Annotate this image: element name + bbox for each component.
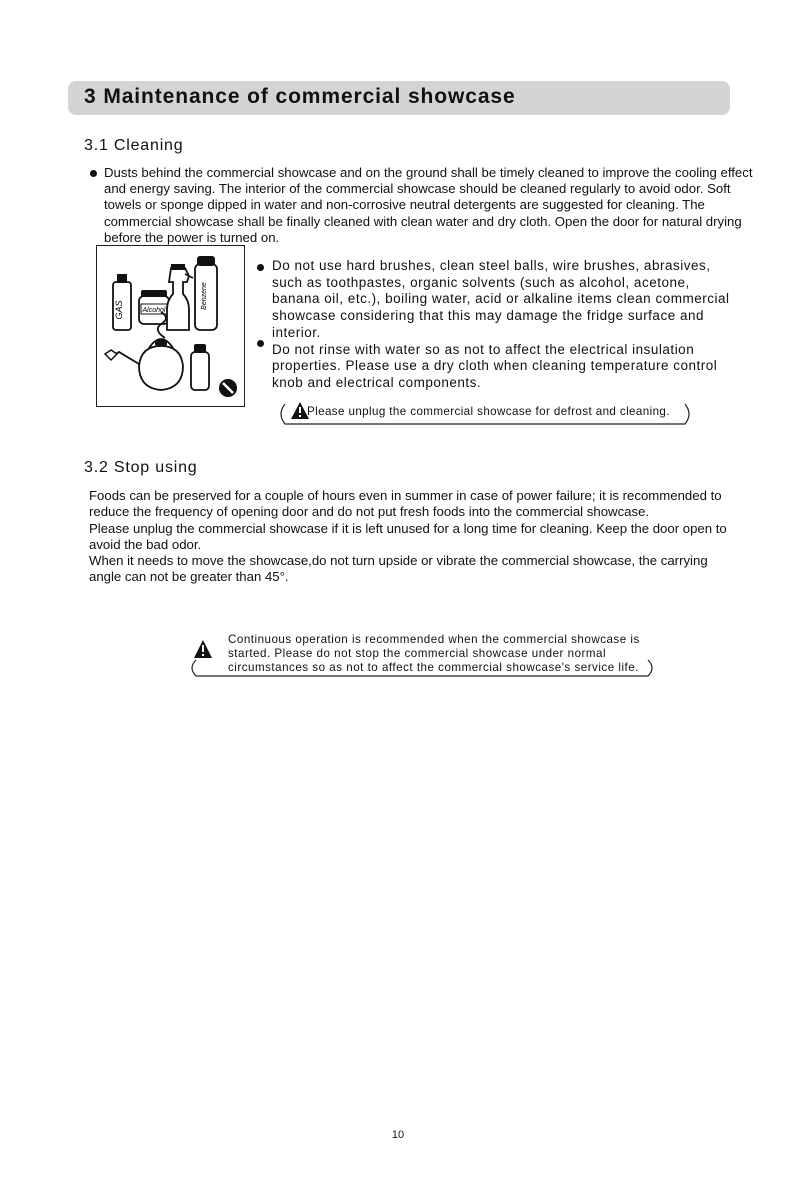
bullet-dot xyxy=(257,264,264,271)
page-number: 10 xyxy=(391,1129,405,1141)
cleaning-warning-item: Do not rinse with water so as not to affect the electrical insulation properties. Please use a dry cloth when cleaning temperature control knob and electrical components. xyxy=(272,341,718,390)
stop-using-paragraph: Foods can be preserved for a couple of hours even in summer in case of power failure; it is recommended to reduce the frequency of opening door and do not put fresh foods into the commercial showcase. xyxy=(89,488,722,520)
cleaning-bullet-main: Dusts behind the commercial showcase and on the ground shall be timely cleaned to improve the cooling effect and energy saving. The interior of the commercial showcase should be cleaned regularly to avoid odor. Soft towels or sponge dipped in water and non-corrosive neutral detergents are suggested for cleaning. The commercial showcase shall be finally cleaned with clean water and dry cloth. Open the door for natural drying before the power is turned on. xyxy=(104,165,753,245)
gas-label: GAS xyxy=(114,300,124,320)
bullet-dot xyxy=(257,340,264,347)
cleaning-warnings-list xyxy=(272,258,742,392)
cleaning-heading: 3.1 Cleaning xyxy=(84,137,184,154)
cleaning-products-drawing xyxy=(97,246,244,406)
page-title: 3 Maintenance of commercial showcase xyxy=(84,85,516,108)
section-title-bar xyxy=(68,81,730,115)
unplug-warning-text: Please unplug the commercial showcase for defrost and cleaning. xyxy=(307,405,670,418)
stop-using-body xyxy=(89,488,739,586)
stop-using-heading: 3.2 Stop using xyxy=(84,459,198,476)
bullet-dot xyxy=(90,170,97,177)
stop-using-paragraph: When it needs to move the showcase,do not turn upside or vibrate the commercial showcase, the carrying angle can not be greater than 45°. xyxy=(89,553,708,585)
prohibited-cleaners-illustration xyxy=(96,245,245,407)
stop-using-paragraph: Please unplug the commercial showcase if it is left unused for a long time for cleaning. Keep the door open to avoid the bad odor. xyxy=(89,520,727,552)
cleaning-warning-item: Do not use hard brushes, clean steel balls, wire brushes, abrasives, such as toothpastes, organic solvents (such as alcohol, acetone, banana oil, etc.), boiling water, acid or alkaline items clean commercial showcase considering that this may damage the fridge surface and interior. xyxy=(272,258,730,340)
alcohol-label: Alcohol xyxy=(142,307,166,314)
continuous-operation-warning-text xyxy=(228,633,668,676)
continuous-operation-warning: Continuous operation is recommended when the commercial showcase is started. Please do not stop the commercial showcase under normal circumstances so as not to affect the commercial showcase's service life. xyxy=(228,633,640,675)
bottle-label: Benzene xyxy=(201,282,208,310)
